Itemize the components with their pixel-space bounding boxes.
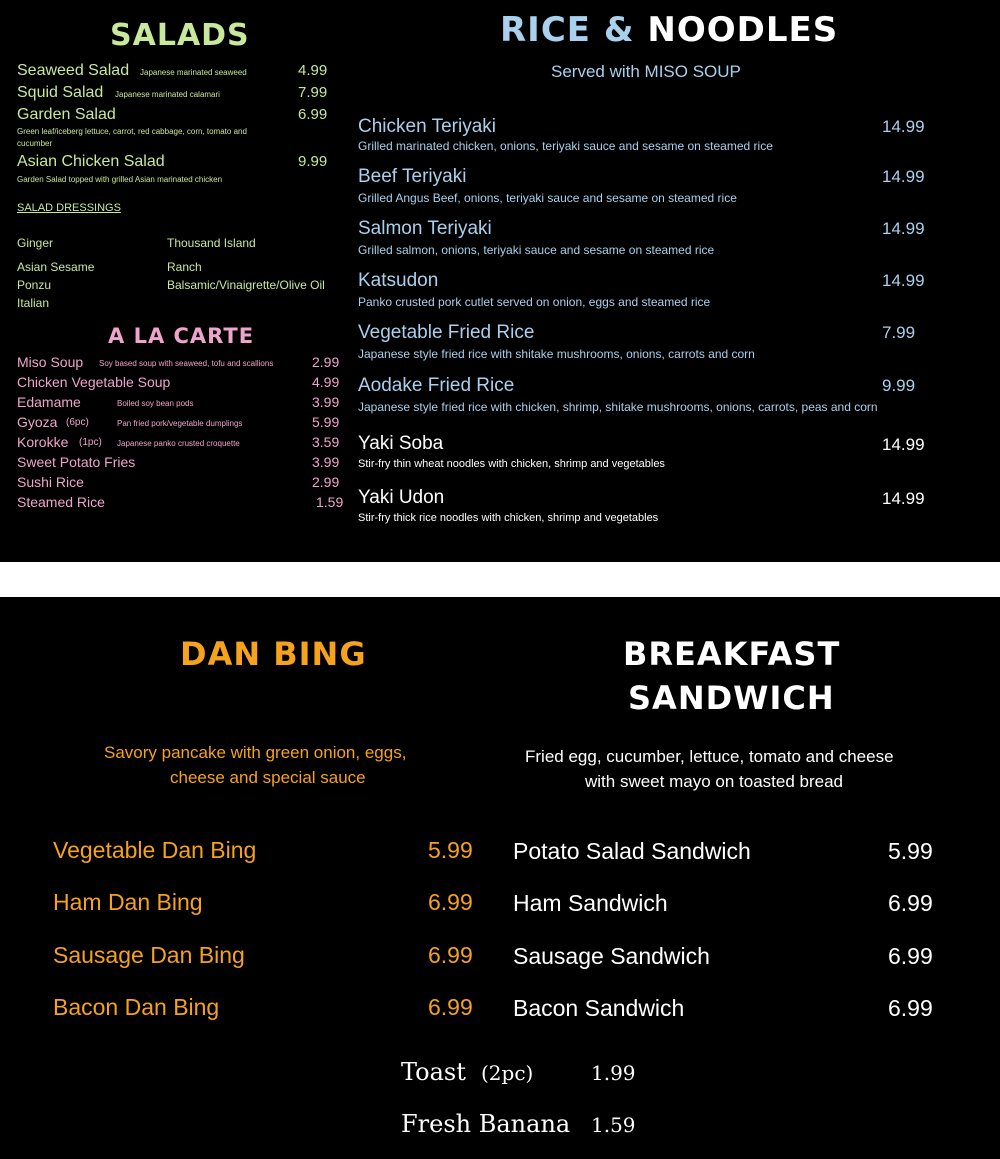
breakfast-title: BREAKFAST (623, 635, 841, 673)
item-price: 5.99 (888, 838, 933, 864)
item-desc: cucumber (17, 139, 53, 148)
item-name: Vegetable Fried Rice (358, 322, 535, 343)
item-name: Sausage Dan Bing (53, 942, 245, 968)
item-desc: Grilled Angus Beef, onions, teriyaki sauce and sesame on steamed rice (358, 191, 737, 205)
item-name: Ham Sandwich (513, 890, 668, 916)
top-menu-board (0, 0, 1000, 562)
item-desc: Panko crusted pork cutlet served on onion, eggs and steamed rice (358, 295, 711, 309)
breakfast-title: SANDWICH (628, 679, 835, 717)
item-price: 1.59 (316, 494, 344, 510)
item-price: 1.59 (591, 1113, 636, 1137)
item-price: 5.99 (428, 837, 473, 863)
danbing-title: DAN BING (180, 635, 367, 673)
item-name: Katsudon (358, 270, 439, 291)
dressing-item: Italian (17, 296, 50, 310)
dressing-item: Ranch (167, 260, 202, 274)
salads-title: SALADS (110, 18, 250, 53)
item-price: 14.99 (882, 435, 925, 454)
item-name: Toast (401, 1058, 466, 1086)
title-ampersand: & (603, 10, 635, 50)
item-desc: Boiled soy bean pods (117, 399, 194, 408)
item-name: Sushi Rice (17, 474, 84, 490)
item-name: Chicken Teriyaki (358, 116, 496, 137)
item-price: 14.99 (882, 167, 925, 186)
item-qty: (1pc) (79, 437, 102, 448)
item-price: 7.99 (298, 84, 328, 101)
title-noodles: NOODLES (647, 10, 839, 50)
item-name: Steamed Rice (17, 494, 105, 510)
item-desc: Garden Salad topped with grilled Asian marinated chicken (17, 175, 223, 184)
rice-subtitle: Served with MISO SOUP (551, 62, 741, 81)
item-price: 6.99 (428, 994, 473, 1020)
item-name: Ham Dan Bing (53, 889, 203, 915)
item-price: 5.99 (312, 414, 340, 430)
item-price: 6.99 (888, 890, 933, 916)
title-rice: RICE (500, 10, 592, 50)
item-price: 4.99 (298, 62, 328, 79)
item-desc: Stir-fry thick rice noodles with chicken, shrimp and vegetables (358, 512, 659, 524)
dressing-item: Ponzu (17, 278, 52, 292)
item-name: Miso Soup (17, 354, 84, 370)
item-desc: Japanese marinated calamari (115, 90, 220, 99)
item-name: Sweet Potato Fries (17, 454, 136, 470)
item-price: 3.99 (312, 454, 340, 470)
breakfast-desc: with sweet mayo on toasted bread (585, 772, 843, 791)
rice-noodles-title (500, 10, 838, 50)
item-name: Salmon Teriyaki (358, 218, 492, 239)
item-name: Vegetable Dan Bing (53, 837, 257, 863)
dressing-item: Balsamic/Vinaigrette/Olive Oil (167, 278, 325, 292)
item-price: 3.99 (312, 394, 340, 410)
item-price: 2.99 (312, 354, 340, 370)
item-price: 6.99 (298, 106, 328, 123)
alacarte-title: A LA CARTE (108, 324, 255, 348)
item-desc: Grilled marinated chicken, onions, teriyaki sauce and sesame on steamed rice (358, 139, 773, 153)
breakfast-desc: Fried egg, cucumber, lettuce, tomato and cheese (525, 747, 894, 766)
item-price: 2.99 (312, 474, 340, 490)
danbing-desc: cheese and special sauce (170, 768, 366, 787)
item-price: 4.99 (312, 374, 340, 390)
item-price: 6.99 (888, 943, 933, 969)
item-name: Beef Teriyaki (358, 166, 467, 187)
item-name: Bacon Sandwich (513, 995, 685, 1021)
dressing-item: Asian Sesame (17, 260, 95, 274)
item-desc: Green leaf/iceberg lettuce, carrot, red cabbage, corn, tomato and (17, 127, 247, 136)
item-desc: Stir-fry thin wheat noodles with chicken, shrimp and vegetables (358, 458, 665, 470)
item-name: Asian Chicken Salad (17, 153, 165, 170)
item-price: 9.99 (882, 376, 916, 395)
bottom-menu-board (0, 597, 1000, 1159)
item-price: 14.99 (882, 489, 925, 508)
item-desc: Japanese marinated seaweed (140, 68, 247, 77)
salad-dressings-title: SALAD DRESSINGS (17, 202, 121, 214)
item-name: Gyoza (17, 414, 58, 430)
item-price: 7.99 (882, 323, 916, 342)
item-desc: Pan fried pork/vegetable dumplings (117, 419, 243, 428)
dressing-item: Thousand Island (167, 236, 256, 250)
item-desc: Japanese style fried rice with chicken, shrimp, shitake mushrooms, onions, carrots, peas and corn (358, 400, 878, 414)
item-price: 1.99 (591, 1061, 636, 1085)
danbing-desc: Savory pancake with green onion, eggs, (104, 743, 407, 762)
item-name: Sausage Sandwich (513, 943, 710, 969)
item-price: 6.99 (428, 942, 473, 968)
item-price: 9.99 (298, 153, 328, 170)
item-price: 6.99 (888, 995, 933, 1021)
item-name: Fresh Banana (401, 1110, 571, 1138)
item-price: 6.99 (428, 889, 473, 915)
item-name: Edamame (17, 394, 81, 410)
item-desc: Japanese style fried rice with shitake mushrooms, onions, carrots and corn (358, 347, 755, 361)
item-price: 14.99 (882, 117, 925, 136)
item-name: Bacon Dan Bing (53, 994, 220, 1020)
item-name: Chicken Vegetable Soup (17, 374, 171, 390)
item-qty: (6pc) (66, 417, 89, 428)
item-price: 14.99 (882, 219, 925, 238)
item-name: Squid Salad (17, 84, 104, 101)
item-desc: Grilled salmon, onions, teriyaki sauce and sesame on steamed rice (358, 243, 715, 257)
item-name: Garden Salad (17, 106, 116, 123)
item-name: Seaweed Salad (17, 62, 130, 79)
item-name: Yaki Soba (358, 433, 444, 454)
item-name: Potato Salad Sandwich (513, 838, 751, 864)
item-price: 3.59 (312, 434, 340, 450)
item-name: Korokke (17, 434, 69, 450)
item-price: 14.99 (882, 271, 925, 290)
dressing-item: Ginger (17, 236, 54, 250)
item-desc: Soy based soup with seaweed, tofu and scallions (99, 359, 274, 368)
item-name: Aodake Fried Rice (358, 375, 515, 396)
item-desc: Japanese panko crusted croquette (117, 439, 240, 448)
item-name: Yaki Udon (358, 487, 445, 508)
item-qty: (2pc) (481, 1061, 534, 1085)
